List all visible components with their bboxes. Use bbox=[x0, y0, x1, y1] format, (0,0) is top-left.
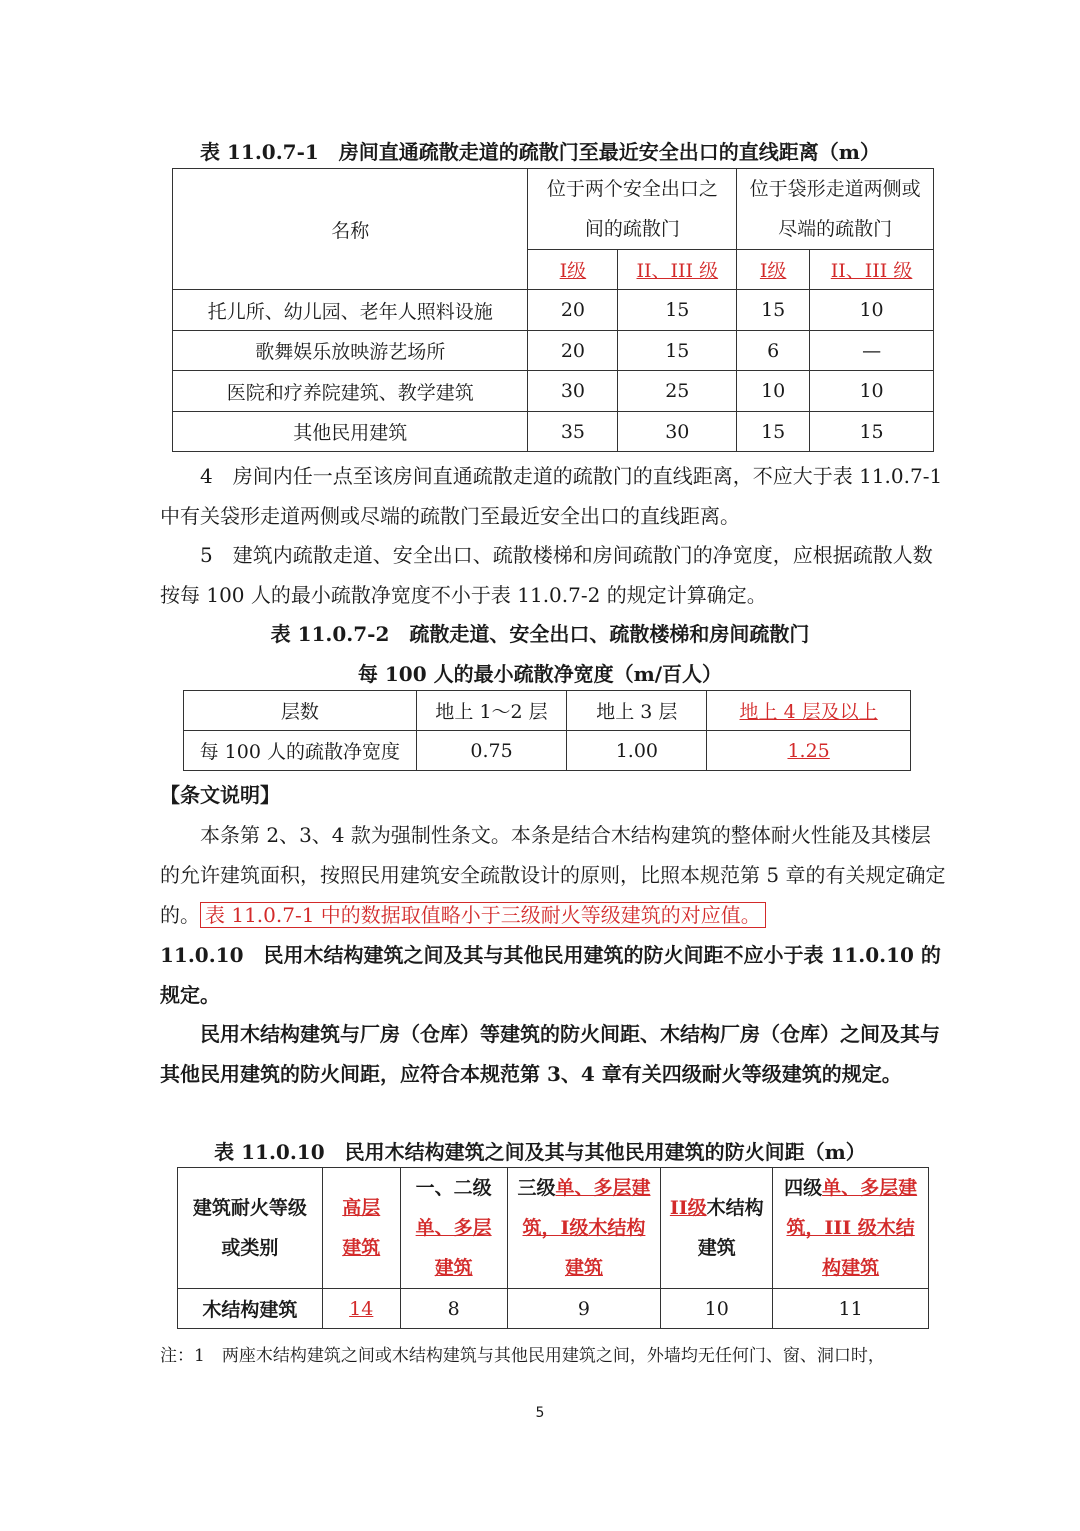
highlight-box: 表 11.0.7-1 中的数据取值略小于三级耐火等级建筑的对应值。 bbox=[200, 902, 766, 928]
cell: 15 bbox=[737, 290, 810, 331]
table1-header-grade23: II、III 级 bbox=[618, 250, 737, 290]
cell: 10 bbox=[810, 371, 934, 412]
table-row bbox=[173, 290, 934, 331]
cell: 15 bbox=[618, 290, 737, 331]
table1-header-between: 位于两个安全出口之间的疏散门 bbox=[528, 169, 737, 250]
table1-header-dead-end: 位于袋形走道两侧或尽端的疏散门 bbox=[737, 169, 934, 250]
table2-caption-line1: 表 11.0.7-2 疏散走道、安全出口、疏散楼梯和房间疏散门 bbox=[270, 622, 810, 646]
cell: 10 bbox=[810, 290, 934, 331]
cell: 11 bbox=[773, 1289, 929, 1329]
row-name: 托儿所、幼儿园、老年人照料设施 bbox=[173, 290, 528, 331]
row-name: 其他民用建筑 bbox=[173, 412, 528, 452]
table3-header-grade2-wood bbox=[661, 1168, 773, 1289]
cell: 20 bbox=[528, 331, 618, 371]
table-row bbox=[184, 731, 911, 771]
table3-header-grade12-b: 单、多层建筑 bbox=[415, 1217, 492, 1279]
explanation-body: 本条第 2、3、4 款为强制性条文。本条是结合木结构建筑的整体耐火性能及其楼层的允许建筑面积，按照民用建筑安全疏散设计的原则，比照本规范第 5 章的有关规定确定的。 bbox=[160, 823, 946, 927]
cell: 0.75 bbox=[416, 731, 567, 771]
table2-header-1-2: 地上 1～2 层 bbox=[416, 691, 567, 731]
table2-header-floors: 层数 bbox=[184, 691, 417, 731]
table2-caption-line2: 每 100 人的最小疏散净宽度（m/百人） bbox=[357, 662, 723, 686]
clause-11-0-10-text: 11.0.10 民用木结构建筑之间及其与其他民用建筑的防火间距不应小于表 11.0.10 的规定。 bbox=[160, 943, 941, 1007]
clause-5-text: 5 建筑内疏散走道、安全出口、疏散楼梯和房间疏散门的净宽度，应根据疏散人数按每 100 人的最小疏散净宽度不小于表 11.0.7-2 的规定计算确定。 bbox=[160, 543, 933, 607]
table3-header-highrise: 高层建筑 bbox=[322, 1168, 400, 1289]
cell: 10 bbox=[737, 371, 810, 412]
table3-header-grade4 bbox=[773, 1168, 929, 1289]
table3-header-grade12 bbox=[400, 1168, 507, 1289]
table1-caption: 表 11.0.7-1 房间直通疏散走道的疏散门至最近安全出口的直线距离（m） bbox=[200, 140, 880, 164]
table2-header-4plus: 地上 4 层及以上 bbox=[707, 691, 911, 731]
cell: 10 bbox=[661, 1289, 773, 1329]
cell: 1.25 bbox=[707, 731, 911, 771]
table2-header-3: 地上 3 层 bbox=[567, 691, 707, 731]
cell: 1.00 bbox=[567, 731, 707, 771]
cell: 35 bbox=[528, 412, 618, 452]
table3-header-grade3-a: 三级 bbox=[517, 1177, 556, 1199]
cell: 6 bbox=[737, 331, 810, 371]
page-number: 5 bbox=[535, 1405, 545, 1421]
row-name: 木结构建筑 bbox=[178, 1289, 323, 1329]
cell: 15 bbox=[618, 331, 737, 371]
table1 bbox=[172, 168, 934, 452]
table3 bbox=[177, 1167, 929, 1329]
table1-header-grade23-b: II、III 级 bbox=[810, 250, 934, 290]
cell: 15 bbox=[810, 412, 934, 452]
table3-header-grade2-wood-b: 木结构建筑 bbox=[697, 1197, 764, 1259]
table-note: 注：1 两座木结构建筑之间或木结构建筑与其他民用建筑之间，外墙均无任何门、窗、洞口时， bbox=[160, 1346, 885, 1366]
table3-header-grade4-b: 单、多层建筑，III 级木结构建筑 bbox=[786, 1177, 918, 1279]
table3-header-category: 建筑耐火等级或类别 bbox=[178, 1168, 323, 1289]
cell: 15 bbox=[737, 412, 810, 452]
table-row bbox=[173, 412, 934, 452]
cell: 9 bbox=[507, 1289, 661, 1329]
table3-header-grade2-wood-a: II级 bbox=[669, 1197, 707, 1219]
cell: 30 bbox=[618, 412, 737, 452]
row-name: 医院和疗养院建筑、教学建筑 bbox=[173, 371, 528, 412]
table1-header-grade1-b: I级 bbox=[737, 250, 810, 290]
table-row bbox=[173, 331, 934, 371]
table3-header-grade3 bbox=[507, 1168, 661, 1289]
cell: 8 bbox=[400, 1289, 507, 1329]
cell: 30 bbox=[528, 371, 618, 412]
clause-11-0-10-detail: 民用木结构建筑与厂房（仓库）等建筑的防火间距、木结构厂房（仓库）之间及其与其他民用建筑的防火间距，应符合本规范第 3、4 章有关四级耐火等级建筑的规定。 bbox=[160, 1022, 940, 1086]
explanation-text bbox=[160, 815, 950, 935]
cell: 14 bbox=[322, 1289, 400, 1329]
section-heading: 【条文说明】 bbox=[160, 783, 280, 807]
row-name: 每 100 人的疏散净宽度 bbox=[184, 731, 417, 771]
table3-header-grade3-b: 单、多层建筑，I级木结构建筑 bbox=[522, 1177, 651, 1279]
cell: 20 bbox=[528, 290, 618, 331]
table3-header-grade4-a: 四级 bbox=[784, 1177, 823, 1199]
table-row bbox=[173, 371, 934, 412]
table3-caption: 表 11.0.10 民用木结构建筑之间及其与其他民用建筑的防火间距（m） bbox=[214, 1140, 866, 1164]
row-name: 歌舞娱乐放映游艺场所 bbox=[173, 331, 528, 371]
cell: — bbox=[810, 331, 934, 371]
table-row bbox=[178, 1289, 929, 1329]
table1-header-grade1: I级 bbox=[528, 250, 618, 290]
table3-header-grade12-a: 一、二级 bbox=[415, 1177, 492, 1199]
table2 bbox=[183, 690, 911, 771]
clause-4-text: 4 房间内任一点至该房间直通疏散走道的疏散门的直线距离，不应大于表 11.0.7-1 中有关袋形走道两侧或尽端的疏散门至最近安全出口的直线距离。 bbox=[160, 464, 943, 528]
table1-header-name: 名称 bbox=[173, 169, 528, 290]
cell: 25 bbox=[618, 371, 737, 412]
